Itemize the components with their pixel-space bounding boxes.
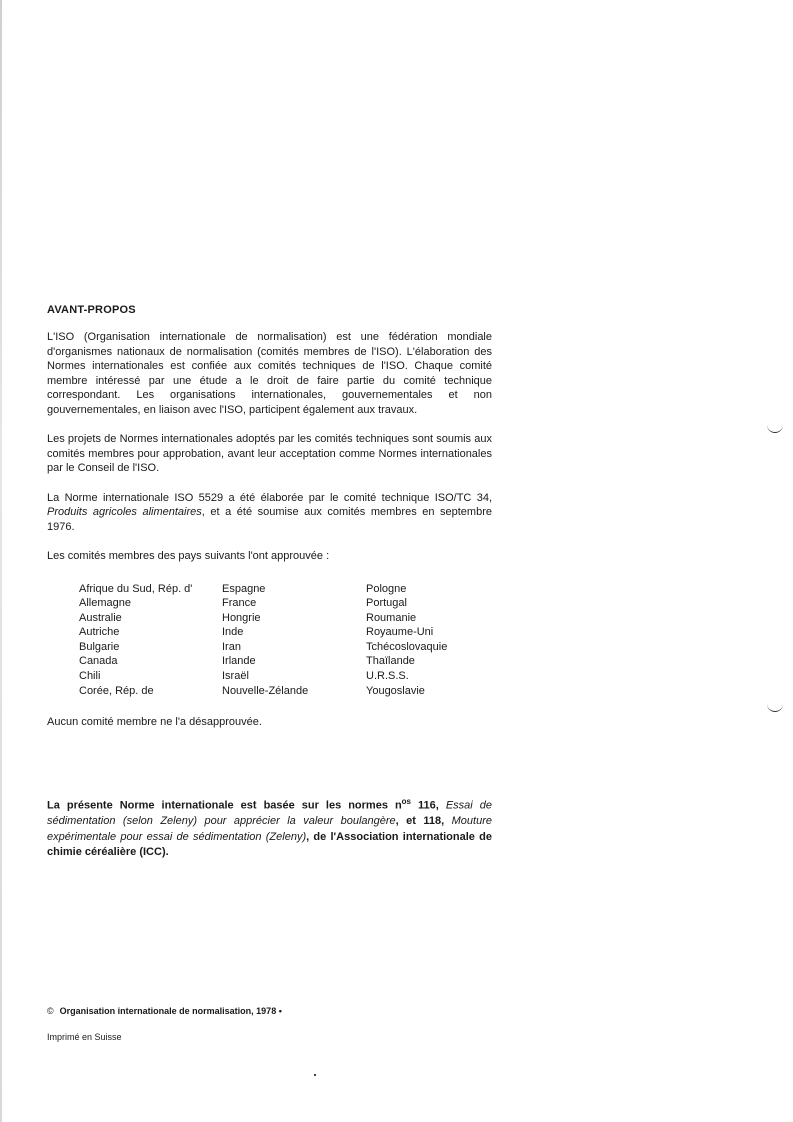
copyright-text: Organisation internationale de normalisation, 1978 • <box>59 1006 282 1016</box>
country-item: Iran <box>222 640 241 653</box>
scan-edge <box>0 0 2 1122</box>
country-item: Thaïlande <box>366 655 415 668</box>
country-item: Royaume-Uni <box>366 626 434 639</box>
basis-text-4: , de l'Association internationale de chimie céréalière (ICC). <box>47 830 492 859</box>
country-item: Autriche <box>79 626 120 639</box>
standard-118-title: Mouture expérimentale pour essai de sédimentation (Zeleny) <box>47 815 492 843</box>
country-column-2 <box>222 582 366 699</box>
country-item: Bulgarie <box>79 640 120 653</box>
country-item: Hongrie <box>222 611 261 624</box>
binding-mark-bottom <box>767 703 783 712</box>
foreword-section <box>47 304 492 861</box>
country-item: Portugal <box>366 597 407 610</box>
country-item: Pologne <box>366 582 407 595</box>
paragraph-iso-intro: L'ISO (Organisation internationale de normalisation) est une fédération mondiale d'organismes nationaux de normalisation (comités membres de l'ISO). L'élaboration des Normes internationales est confiée aux comités techniques de l'ISO. Chaque comité membre intéressé par une étude a le droit de faire partie du comité technique correspondant. Les organisations internationales, gouvernementales et non gouvernementales, en liaison avec l'ISO, participent également aux travaux. <box>47 331 492 416</box>
country-item: Tchécoslovaquie <box>366 640 448 653</box>
printed-in: Imprimé en Suisse <box>47 1032 122 1042</box>
elaboration-text-end: , et a été soumise aux comités membres en septembre 1976. <box>47 506 492 533</box>
country-item: Chili <box>79 670 101 683</box>
country-item: Yougoslavie <box>366 684 425 697</box>
committee-name: Produits agricoles alimentaires <box>47 506 202 518</box>
country-item: Corée, Rép. de <box>79 684 154 697</box>
country-item: Australie <box>79 611 122 624</box>
country-item: Roumanie <box>366 611 417 624</box>
copyright-line <box>47 1006 282 1016</box>
country-item: Espagne <box>222 582 266 595</box>
country-item: Canada <box>79 655 118 668</box>
basis-statement <box>47 794 492 861</box>
country-item: Allemagne <box>79 597 131 610</box>
disapproval-statement: Aucun comité membre ne l'a désapprouvée. <box>47 716 262 729</box>
country-item: U.R.S.S. <box>366 670 409 683</box>
basis-text-2: 116, <box>411 799 446 812</box>
country-item: Inde <box>222 626 244 639</box>
country-item: Israël <box>222 670 249 683</box>
country-item: France <box>222 597 257 610</box>
paragraph-elaboration <box>47 491 492 535</box>
basis-text-3: , et 118, <box>395 815 452 828</box>
country-item: Nouvelle-Zélande <box>222 684 309 697</box>
basis-superscript: os <box>401 797 412 807</box>
binding-mark-top <box>767 424 783 433</box>
paragraph-draft-adoption: Les projets de Normes internationales adoptés par les comités techniques sont soumis aux comités membres pour approbation, avant leur acceptation comme Normes internationales par le Conseil de l'ISO. <box>47 433 492 474</box>
country-column-3 <box>366 582 486 699</box>
scan-speck <box>314 1074 316 1076</box>
country-list <box>79 582 492 699</box>
country-item: Irlande <box>222 655 256 668</box>
country-column-1 <box>79 582 222 699</box>
foreword-title: AVANT-PROPOS <box>47 304 136 316</box>
elaboration-text-start: La Norme internationale ISO 5529 a été élaborée par le comité technique ISO/TC 34, <box>47 491 492 504</box>
basis-text-1: La présente Norme internationale est basée sur les normes n <box>47 799 402 812</box>
copyright-symbol: © <box>47 1006 54 1016</box>
standard-116-title: Essai de sédimentation (selon Zeleny) pour apprécier la valeur boulangère <box>47 799 492 828</box>
country-item: Afrique du Sud, Rép. d' <box>79 582 193 595</box>
approval-intro: Les comités membres des pays suivants l'ont approuvée : <box>47 550 330 562</box>
